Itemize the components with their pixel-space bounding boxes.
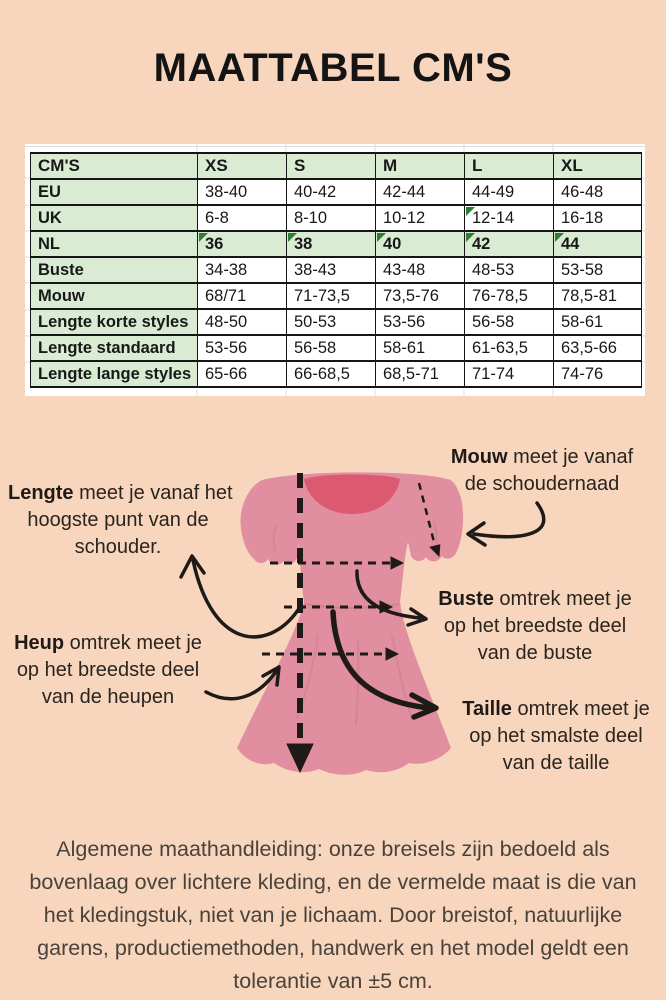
table-row [31, 205, 642, 231]
table-row [31, 231, 642, 257]
table-cell: 38-43 [287, 257, 376, 283]
table-cell: 44 [554, 231, 642, 257]
table-row-label: Lengte standaard [31, 335, 198, 361]
annotation-lengte-lead: Lengte [8, 482, 74, 504]
cell-corner-marker [288, 233, 297, 242]
table-row [31, 361, 642, 387]
table-header-row [31, 153, 642, 179]
table-cell: 48-53 [465, 257, 554, 283]
table-header-cell: L [465, 153, 554, 179]
table-cell: 65-66 [198, 361, 287, 387]
table-cell: 56-58 [465, 309, 554, 335]
table-cell: 78,5-81 [554, 283, 642, 309]
table-cell: 36 [198, 231, 287, 257]
table-cell: 50-53 [287, 309, 376, 335]
table-row-label: Buste [31, 257, 198, 283]
table-cell: 56-58 [287, 335, 376, 361]
table-cell: 10-12 [376, 205, 465, 231]
table-row-label: EU [31, 179, 198, 205]
table-header-cell: M [376, 153, 465, 179]
table-row-label: UK [31, 205, 198, 231]
table-cell: 66-68,5 [287, 361, 376, 387]
table-row-label: Mouw [31, 283, 198, 309]
table-cell: 71-73,5 [287, 283, 376, 309]
cell-corner-marker [199, 233, 208, 242]
cell-corner-marker [555, 233, 564, 242]
table-cell: 42-44 [376, 179, 465, 205]
table-header-cell: XS [198, 153, 287, 179]
table-row [31, 283, 642, 309]
table-cell: 42 [465, 231, 554, 257]
table-cell: 71-74 [465, 361, 554, 387]
cell-corner-marker [466, 207, 475, 216]
table-header-cell: XL [554, 153, 642, 179]
table-cell: 6-8 [198, 205, 287, 231]
table-row [31, 335, 642, 361]
table-cell: 53-58 [554, 257, 642, 283]
table-cell: 38-40 [198, 179, 287, 205]
size-table-sheet [25, 144, 645, 396]
table-row-label: NL [31, 231, 198, 257]
table-cell: 68/71 [198, 283, 287, 309]
table-cell: 34-38 [198, 257, 287, 283]
table-cell: 58-61 [376, 335, 465, 361]
cell-corner-marker [377, 233, 386, 242]
general-sizing-note: Algemene maathandleiding: onze breisels zijn bedoeld als bovenlaag over lichtere kleding, en de vermelde maat is die van het kledingstuk, niet van je lichaam. Door breistof, natuurlijke garens, productiemethoden, handwerk en het model geldt een tolerantie van ±5 cm. [29, 837, 637, 993]
annotation-lengte: Lengte meet je vanaf het hoogste punt van de schouder. [8, 482, 233, 558]
size-table [30, 152, 642, 388]
table-cell: 8-10 [287, 205, 376, 231]
table-cell: 46-48 [554, 179, 642, 205]
table-header-cell: S [287, 153, 376, 179]
annotation-buste-lead: Buste [438, 588, 494, 610]
annotation-taille: Taille omtrek meet je op het smalste deel van de taille [462, 698, 650, 774]
table-row [31, 179, 642, 205]
table-cell: 43-48 [376, 257, 465, 283]
page-title: MAATTABEL CM'S [153, 46, 513, 90]
arrow-mouw [474, 503, 544, 537]
table-cell: 76-78,5 [465, 283, 554, 309]
arrow-lengte [193, 560, 298, 637]
annotation-taille-lead: Taille [462, 698, 512, 720]
table-cell: 53-56 [376, 309, 465, 335]
table-row [31, 257, 642, 283]
table-cell: 40-42 [287, 179, 376, 205]
table-header-cell: CM'S [31, 153, 198, 179]
annotation-mouw: Mouw meet je vanaf de schoudernaad [450, 446, 634, 495]
table-row-label: Lengte korte styles [31, 309, 198, 335]
table-cell: 61-63,5 [465, 335, 554, 361]
table-cell: 74-76 [554, 361, 642, 387]
cell-corner-marker [466, 233, 475, 242]
table-cell: 48-50 [198, 309, 287, 335]
table-row [31, 309, 642, 335]
table-cell: 44-49 [465, 179, 554, 205]
table-cell: 16-18 [554, 205, 642, 231]
annotation-heup: Heup omtrek meet je op het breedste deel van de heupen [14, 632, 202, 708]
table-cell: 53-56 [198, 335, 287, 361]
table-cell: 68,5-71 [376, 361, 465, 387]
table-cell: 58-61 [554, 309, 642, 335]
table-cell: 38 [287, 231, 376, 257]
annotation-heup-lead: Heup [14, 632, 65, 654]
annotation-buste: Buste omtrek meet je op het breedste deel van de buste [438, 588, 632, 664]
table-cell: 63,5-66 [554, 335, 642, 361]
table-cell: 12-14 [465, 205, 554, 231]
table-row-label: Lengte lange styles [31, 361, 198, 387]
table-cell: 73,5-76 [376, 283, 465, 309]
table-cell: 40 [376, 231, 465, 257]
annotation-mouw-lead: Mouw [450, 446, 508, 468]
